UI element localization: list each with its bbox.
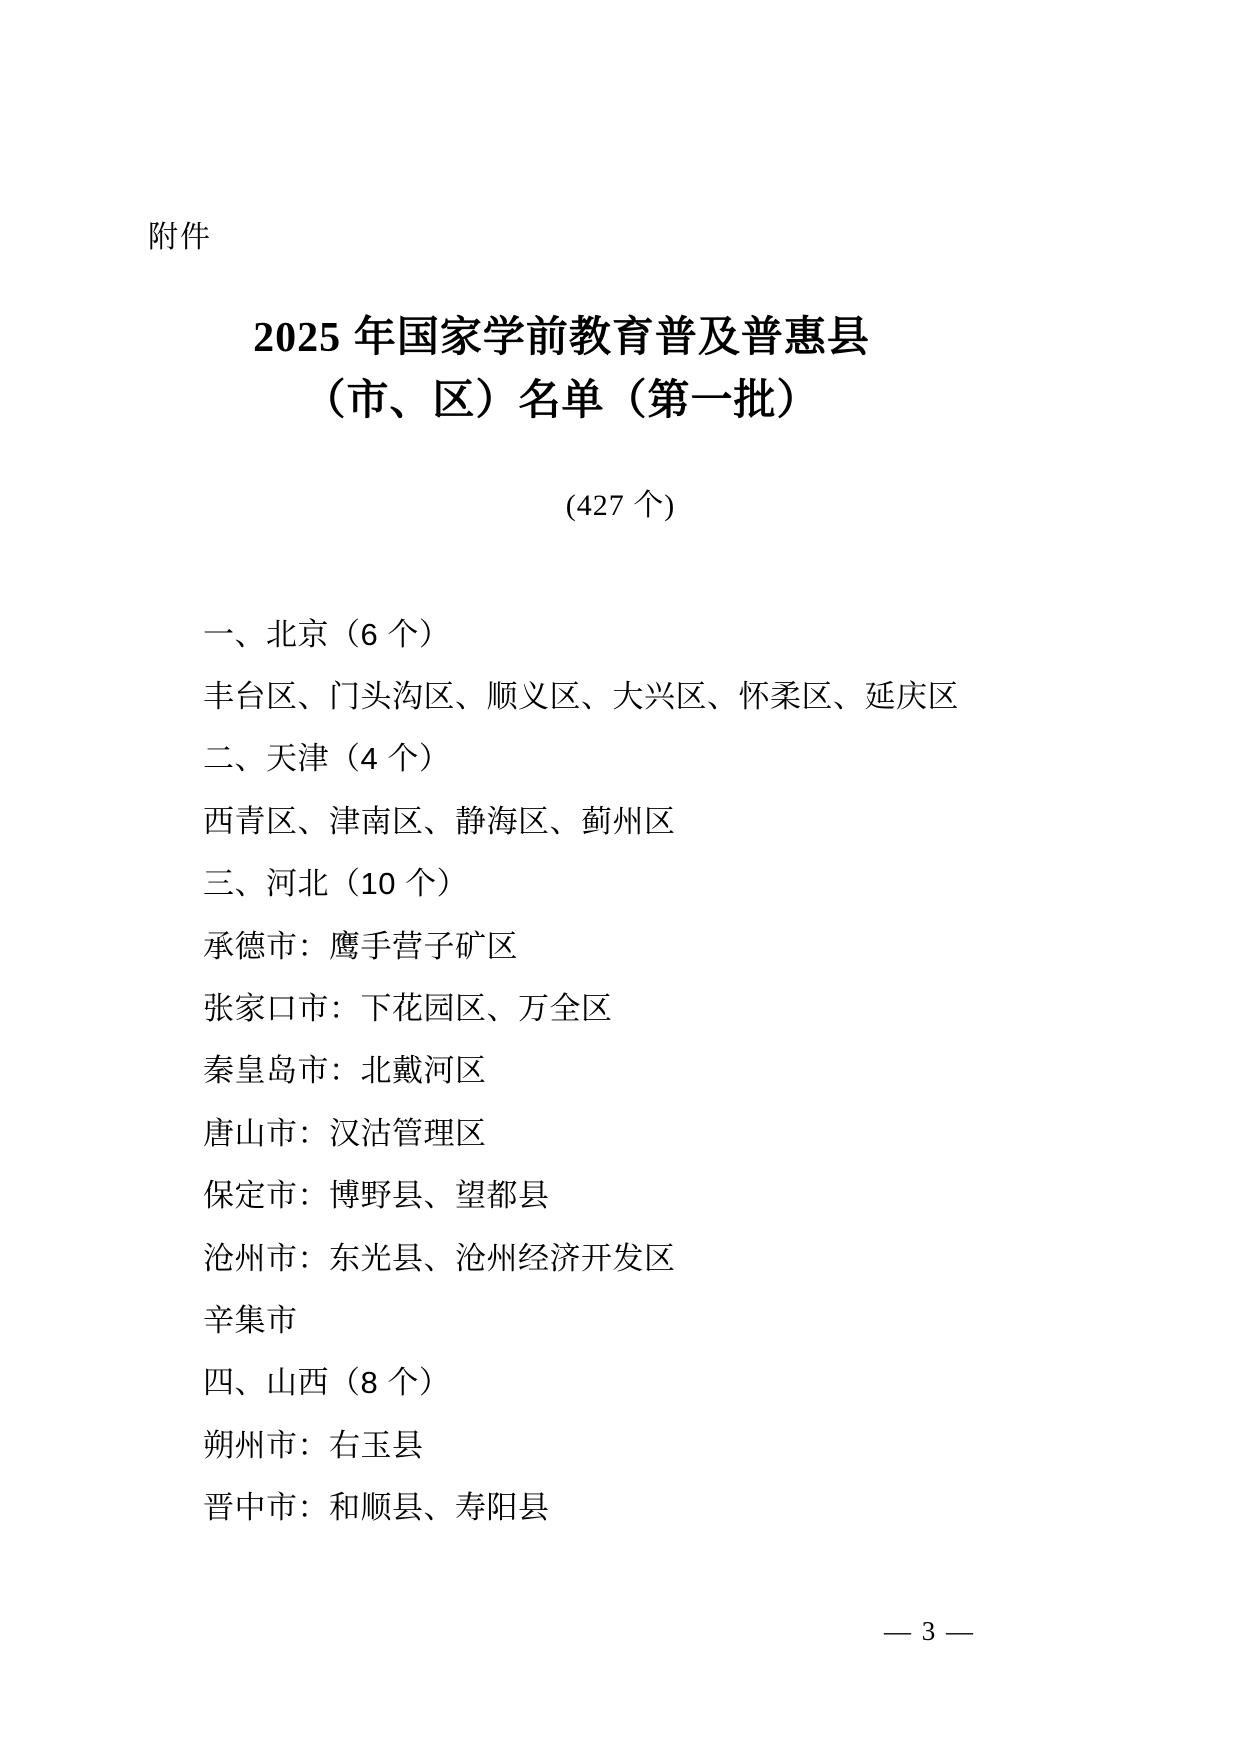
hebei-baoding-line: 保定市：博野县、望都县 (203, 1178, 550, 1214)
section-header-hebei: 三、河北（10 个） (203, 866, 469, 902)
hebei-cangzhou-line: 沧州市：东光县、沧州经济开发区 (203, 1240, 676, 1276)
beijing-districts: 丰台区、门头沟区、顺义区、大兴区、怀柔区、延庆区 (203, 679, 959, 715)
title-year: 2025 (253, 315, 342, 361)
hebei-tangshan-line: 唐山市：汉沽管理区 (203, 1115, 487, 1151)
section-header-beijing: 一、北京（6 个） (203, 616, 451, 652)
page-number: — 3 — (884, 1616, 975, 1646)
count-note: (427 个) (565, 489, 676, 522)
section-header-shanxi: 四、山西（8 个） (203, 1365, 451, 1401)
document-title (148, 306, 975, 431)
hebei-qinhuangdao-line: 秦皇岛市：北戴河区 (203, 1053, 487, 1089)
tianjin-districts: 西青区、津南区、静海区、蓟州区 (203, 803, 676, 839)
title-line-2: （市、区）名单（第一批） (303, 376, 820, 423)
attachment-label: 附件 (148, 221, 212, 254)
hebei-zhangjiakou-line: 张家口市：下花园区、万全区 (203, 991, 613, 1027)
title-line-1 (148, 306, 975, 369)
shanxi-shuozhou-line: 朔州市：右玉县 (203, 1427, 424, 1463)
shanxi-jinzhong-line: 晋中市：和顺县、寿阳县 (203, 1490, 550, 1526)
section-header-tianjin: 二、天津（4 个） (203, 741, 451, 777)
hebei-chengde-line: 承德市：鹰手营子矿区 (203, 928, 518, 964)
hebei-xinji-line: 辛集市 (203, 1302, 298, 1338)
province-list (203, 600, 959, 1536)
title-line1-text: 年国家学前教育普及普惠县 (341, 313, 870, 360)
